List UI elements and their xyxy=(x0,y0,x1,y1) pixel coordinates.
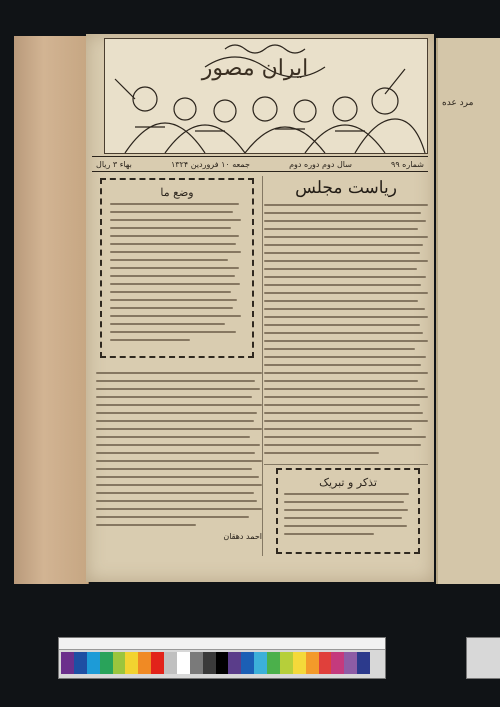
masthead-illustration xyxy=(104,38,428,154)
color-swatch xyxy=(74,652,87,674)
section-divider xyxy=(264,464,428,465)
color-swatch xyxy=(228,652,241,674)
color-swatch xyxy=(306,652,319,674)
color-swatch xyxy=(293,652,306,674)
notice-box-text-lines xyxy=(284,493,412,535)
article-signature: احمد دهقان xyxy=(223,532,262,541)
right-article xyxy=(264,176,428,464)
issue-date: جمعه ۱۰ فروردین ۱۳۲۴ xyxy=(170,159,250,169)
color-swatch xyxy=(87,652,100,674)
color-swatches xyxy=(61,652,383,674)
color-swatch xyxy=(370,652,383,674)
notice-box-title: تذکر و تبریک xyxy=(319,476,377,489)
book-page-edges xyxy=(14,36,89,584)
color-swatch xyxy=(151,652,164,674)
article-headline: ریاست مجلس xyxy=(295,178,397,198)
facing-page-fragment: مرد عده xyxy=(442,98,474,108)
column-divider xyxy=(262,176,263,556)
color-swatch xyxy=(164,652,177,674)
color-calibration-card xyxy=(58,637,386,679)
masthead-cartoon xyxy=(105,39,427,153)
masthead-title: ایران مصور xyxy=(201,56,309,81)
color-swatch xyxy=(100,652,113,674)
bottom-left-text-lines xyxy=(96,372,262,526)
color-swatch xyxy=(138,652,151,674)
right-article-text-lines xyxy=(264,204,428,454)
left-box-title: وضع ما xyxy=(160,186,194,199)
color-swatch xyxy=(331,652,344,674)
color-swatch xyxy=(113,652,126,674)
issue-info-bar xyxy=(92,156,428,172)
color-swatch xyxy=(61,652,74,674)
color-swatch xyxy=(254,652,267,674)
left-editorial-box xyxy=(100,178,254,358)
color-swatch xyxy=(203,652,216,674)
color-swatch xyxy=(319,652,332,674)
color-swatch xyxy=(344,652,357,674)
volume-label: سال دوم دوره دوم xyxy=(289,159,352,169)
color-swatch xyxy=(125,652,138,674)
bottom-left-article xyxy=(96,372,262,572)
color-swatch xyxy=(177,652,190,674)
issue-number: شماره ۹۹ xyxy=(391,159,424,169)
calibration-ruler xyxy=(59,638,385,650)
bottom-notice-box xyxy=(276,468,420,554)
color-calibration-card-edge xyxy=(466,637,500,679)
color-swatch xyxy=(241,652,254,674)
facing-page xyxy=(436,38,500,584)
color-swatch xyxy=(357,652,370,674)
color-swatch xyxy=(280,652,293,674)
issue-price: بهاء ۳ ریال xyxy=(96,159,132,169)
color-swatch xyxy=(216,652,229,674)
color-swatch xyxy=(190,652,203,674)
left-box-text-lines xyxy=(110,203,244,341)
color-swatch xyxy=(267,652,280,674)
